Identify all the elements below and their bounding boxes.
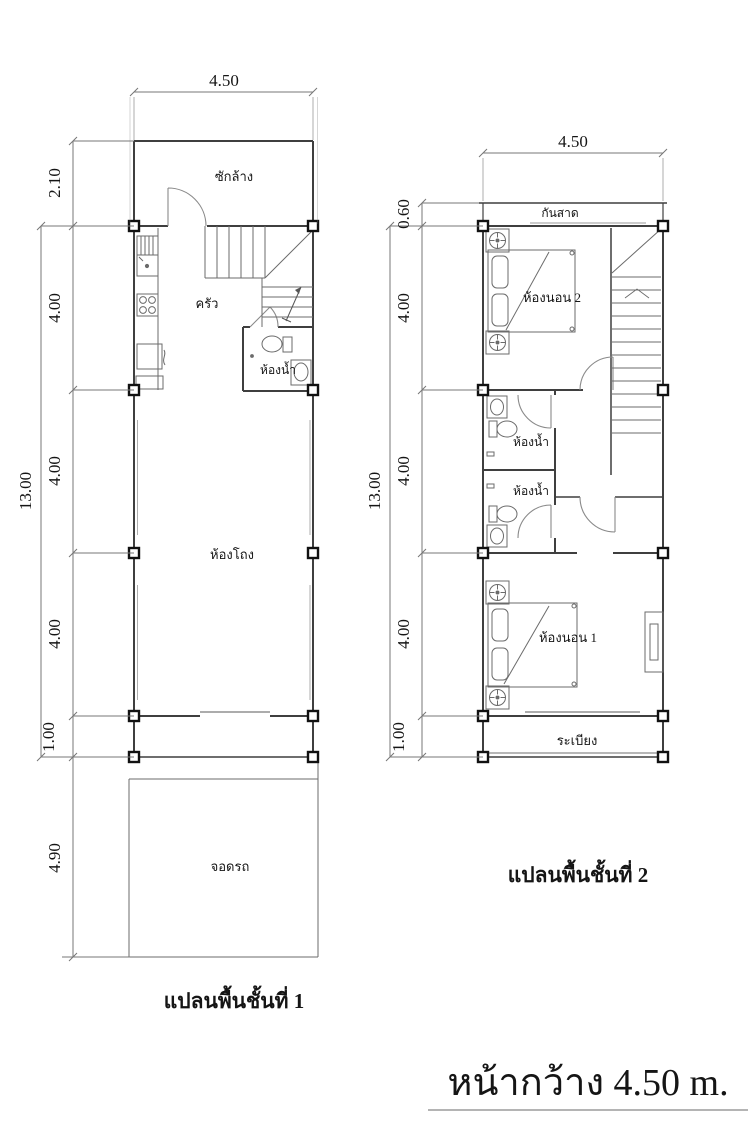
staircase-floor2-icon: [612, 229, 661, 433]
toilet-icon: [497, 506, 517, 522]
floor2-dimension-lines: [386, 149, 667, 761]
bedroom2-door-swing: [580, 357, 613, 390]
floor2-dim-4-00-a: 4.00: [394, 293, 413, 323]
floor1-caption: แปลนพื้นชั้นที่ 1: [163, 989, 305, 1013]
floor1-walls: [134, 141, 313, 757]
bathroom1-label: ห้องน้ำ: [260, 363, 296, 377]
floor1-plan: [16, 71, 318, 1013]
carport-outline: [129, 757, 318, 957]
bedroom2-label: ห้องนอน 2: [522, 290, 582, 305]
fan-icon: [486, 581, 509, 604]
balcony-label: ระเบียง: [556, 733, 598, 748]
bathroom1-fixtures: [251, 336, 311, 385]
awning-label: กันสาด: [541, 206, 579, 220]
bath-bottom-door-swing: [518, 505, 551, 538]
bed1-icon: [488, 603, 577, 687]
floor1-dim-4-90: 4.90: [45, 843, 64, 873]
wardrobe-icon: [645, 612, 663, 672]
floor1-dim-4-00-a: 4.00: [45, 293, 64, 323]
floor1-door-swings: [168, 188, 278, 712]
fan-icon: [486, 686, 509, 709]
bedroom1-label: ห้องนอน 1: [538, 630, 598, 645]
bathroom-bottom-label: ห้องน้ำ: [513, 484, 549, 498]
frontage-title: หน้ากว้าง 4.50 m.: [447, 1062, 729, 1104]
floor2-caption: แปลนพื้นชั้นที่ 2: [507, 863, 649, 887]
toilet-icon: [262, 336, 282, 352]
hall-door-swing: [580, 497, 615, 532]
floor2-dim-total: 13.00: [365, 471, 384, 511]
fan-icon: [486, 229, 509, 252]
floor2-bath-fixtures: [487, 396, 517, 547]
floor1-dimension-lines: [37, 88, 318, 961]
bathroom-top-label: ห้องน้ำ: [513, 435, 549, 449]
floor2-top-width: 4.50: [558, 132, 588, 151]
laundry-label: ซักล้าง: [214, 169, 254, 184]
floor1-dim-4-00-b: 4.00: [45, 456, 64, 486]
stove-icon: [137, 294, 158, 316]
floor1-dim-2-10: 2.10: [45, 168, 64, 198]
kitchen-label: ครัว: [195, 296, 219, 311]
kitchen-counter-icon: [136, 228, 165, 390]
floor2-dim-4-00-c: 4.00: [394, 619, 413, 649]
staircase-floor1-icon: [205, 226, 313, 327]
floor1-dim-4-00-c: 4.00: [45, 619, 64, 649]
bath-top-door-swing: [518, 395, 551, 428]
floor2-dim-4-00-b: 4.00: [394, 456, 413, 486]
floor1-columns: [129, 221, 318, 762]
laundry-door-swing: [168, 188, 206, 226]
carport-label: จอดรถ: [210, 859, 250, 874]
title-block: [428, 1062, 748, 1110]
floor1-dim-1-00: 1.00: [39, 722, 58, 752]
hall-label: ห้องโถง: [210, 547, 254, 562]
floor2-dim-1-00: 1.00: [389, 722, 408, 752]
floor2-plan: [365, 132, 668, 887]
floor1-dim-total: 13.00: [16, 471, 35, 511]
fan-icon: [486, 331, 509, 354]
floor1-top-width: 4.50: [209, 71, 239, 90]
floor2-dim-0-60: 0.60: [394, 199, 413, 229]
fridge-icon: [137, 236, 158, 255]
